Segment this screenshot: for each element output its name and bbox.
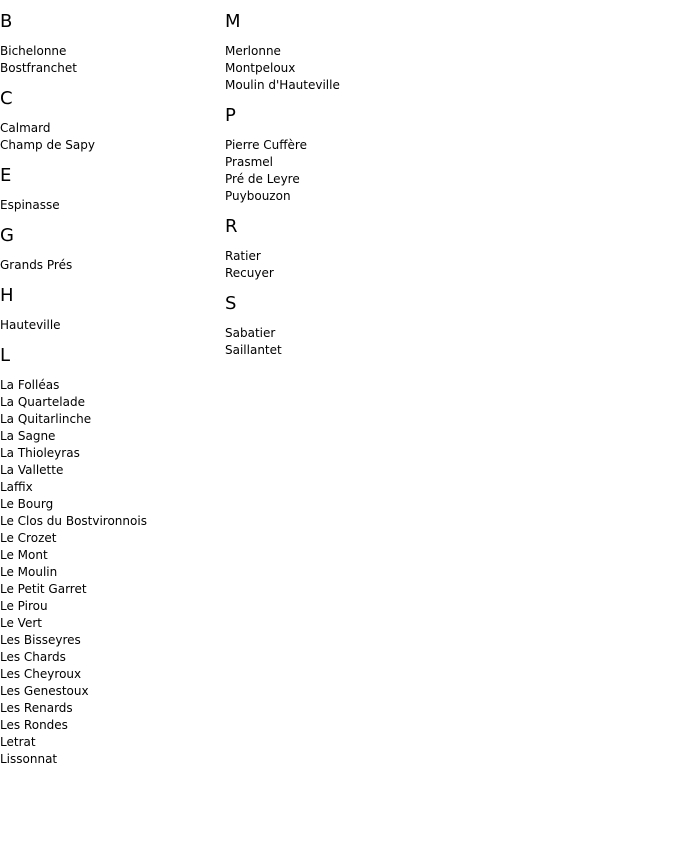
letter-group-s <box>225 292 665 359</box>
place-link-moulin-d-hauteville[interactable]: Moulin d'Hauteville <box>225 78 340 92</box>
list-item <box>225 265 665 282</box>
letter-heading: S <box>225 293 237 314</box>
letter-heading: R <box>225 216 238 237</box>
letter-heading: B <box>0 11 13 32</box>
list-item <box>225 43 665 60</box>
place-link-saillantet[interactable]: Saillantet <box>225 343 282 357</box>
place-link-les-rondes[interactable]: Les Rondes <box>0 718 68 732</box>
index-column-right <box>225 0 665 359</box>
place-link-la-quartelade[interactable]: La Quartelade <box>0 395 85 409</box>
list-item <box>0 496 220 513</box>
list-item <box>225 171 665 188</box>
place-link-letrat[interactable]: Letrat <box>0 735 36 749</box>
letter-group-e <box>0 164 220 214</box>
place-link-la-quitarlinche[interactable]: La Quitarlinche <box>0 412 92 426</box>
place-link-le-bourg[interactable]: Le Bourg <box>0 497 54 511</box>
place-link-la-vallette[interactable]: La Vallette <box>0 463 64 477</box>
list-item <box>0 615 220 632</box>
list-item <box>0 581 220 598</box>
place-link-le-moulin[interactable]: Le Moulin <box>0 565 58 579</box>
list-item <box>225 60 665 77</box>
letter-heading: L <box>0 345 11 366</box>
list-item <box>0 43 220 60</box>
list-item <box>0 530 220 547</box>
list-item <box>0 317 220 334</box>
place-link-la-folleas[interactable]: La Folléas <box>0 378 60 392</box>
letter-group-l <box>0 344 220 768</box>
place-link-puybouzon[interactable]: Puybouzon <box>225 189 291 203</box>
place-list <box>0 257 220 274</box>
place-link-le-petit-garret[interactable]: Le Petit Garret <box>0 582 87 596</box>
place-link-ratier[interactable]: Ratier <box>225 249 261 263</box>
place-link-bichelonne[interactable]: Bichelonne <box>0 44 67 58</box>
letter-group-p <box>225 104 665 205</box>
list-item <box>0 428 220 445</box>
list-item <box>0 564 220 581</box>
place-link-lissonnat[interactable]: Lissonnat <box>0 752 58 766</box>
place-link-le-crozet[interactable]: Le Crozet <box>0 531 57 545</box>
list-item <box>0 197 220 214</box>
list-item <box>0 666 220 683</box>
list-item <box>0 377 220 394</box>
list-item <box>0 445 220 462</box>
letter-group-m <box>225 10 665 94</box>
place-link-la-thioleyras[interactable]: La Thioleyras <box>0 446 80 460</box>
place-link-le-mont[interactable]: Le Mont <box>0 548 48 562</box>
place-link-le-vert[interactable]: Le Vert <box>0 616 42 630</box>
place-link-sabatier[interactable]: Sabatier <box>225 326 276 340</box>
list-item <box>225 154 665 171</box>
list-item <box>225 325 665 342</box>
list-item <box>0 137 220 154</box>
place-link-le-clos-du-bostvironnois[interactable]: Le Clos du Bostvironnois <box>0 514 147 528</box>
letter-group-g <box>0 224 220 274</box>
list-item <box>0 394 220 411</box>
place-link-le-pirou[interactable]: Le Pirou <box>0 599 48 613</box>
place-link-les-renards[interactable]: Les Renards <box>0 701 73 715</box>
list-item <box>0 751 220 768</box>
list-item <box>225 188 665 205</box>
place-list <box>0 377 220 768</box>
letter-heading: E <box>0 165 12 186</box>
list-item <box>0 257 220 274</box>
place-link-recuyer[interactable]: Recuyer <box>225 266 274 280</box>
list-item <box>0 60 220 77</box>
letter-group-r <box>225 215 665 282</box>
place-link-merlonne[interactable]: Merlonne <box>225 44 281 58</box>
list-item <box>225 248 665 265</box>
place-link-bostfranchet[interactable]: Bostfranchet <box>0 61 77 75</box>
place-list <box>225 137 665 205</box>
list-item <box>0 683 220 700</box>
list-item <box>225 137 665 154</box>
list-item <box>0 411 220 428</box>
letter-heading: G <box>0 225 14 246</box>
place-list <box>0 317 220 334</box>
place-link-hauteville[interactable]: Hauteville <box>0 318 61 332</box>
place-list <box>0 120 220 154</box>
letter-heading: C <box>0 88 13 109</box>
letter-heading: P <box>225 105 236 126</box>
list-item <box>0 462 220 479</box>
place-link-calmard[interactable]: Calmard <box>0 121 51 135</box>
index-column-left <box>0 0 220 768</box>
letter-group-b <box>0 10 220 77</box>
place-link-grands-pres[interactable]: Grands Prés <box>0 258 73 272</box>
place-link-laffix[interactable]: Laffix <box>0 480 33 494</box>
place-link-pierre-cuffere[interactable]: Pierre Cuffère <box>225 138 307 152</box>
place-list <box>225 43 665 94</box>
letter-heading: H <box>0 285 14 306</box>
list-item <box>225 342 665 359</box>
place-link-la-sagne[interactable]: La Sagne <box>0 429 56 443</box>
place-list <box>0 43 220 77</box>
list-item <box>0 649 220 666</box>
list-item <box>0 598 220 615</box>
list-item <box>0 513 220 530</box>
place-link-espinasse[interactable]: Espinasse <box>0 198 60 212</box>
place-link-les-bisseyres[interactable]: Les Bisseyres <box>0 633 81 647</box>
place-link-les-cheyroux[interactable]: Les Cheyroux <box>0 667 82 681</box>
place-list <box>225 325 665 359</box>
place-list <box>0 197 220 214</box>
list-item <box>0 479 220 496</box>
list-item <box>0 547 220 564</box>
place-link-montpeloux[interactable]: Montpeloux <box>225 61 296 75</box>
letter-group-c <box>0 87 220 154</box>
place-link-pre-de-leyre[interactable]: Pré de Leyre <box>225 172 300 186</box>
place-link-prasmel[interactable]: Prasmel <box>225 155 273 169</box>
list-item <box>0 700 220 717</box>
letter-heading: M <box>225 11 241 32</box>
list-item <box>0 717 220 734</box>
list-item <box>0 120 220 137</box>
list-item <box>225 77 665 94</box>
list-item <box>0 632 220 649</box>
place-link-les-chards[interactable]: Les Chards <box>0 650 66 664</box>
place-link-champ-de-sapy[interactable]: Champ de Sapy <box>0 138 95 152</box>
list-item <box>0 734 220 751</box>
place-list <box>225 248 665 282</box>
letter-group-h <box>0 284 220 334</box>
place-link-les-genestoux[interactable]: Les Genestoux <box>0 684 89 698</box>
